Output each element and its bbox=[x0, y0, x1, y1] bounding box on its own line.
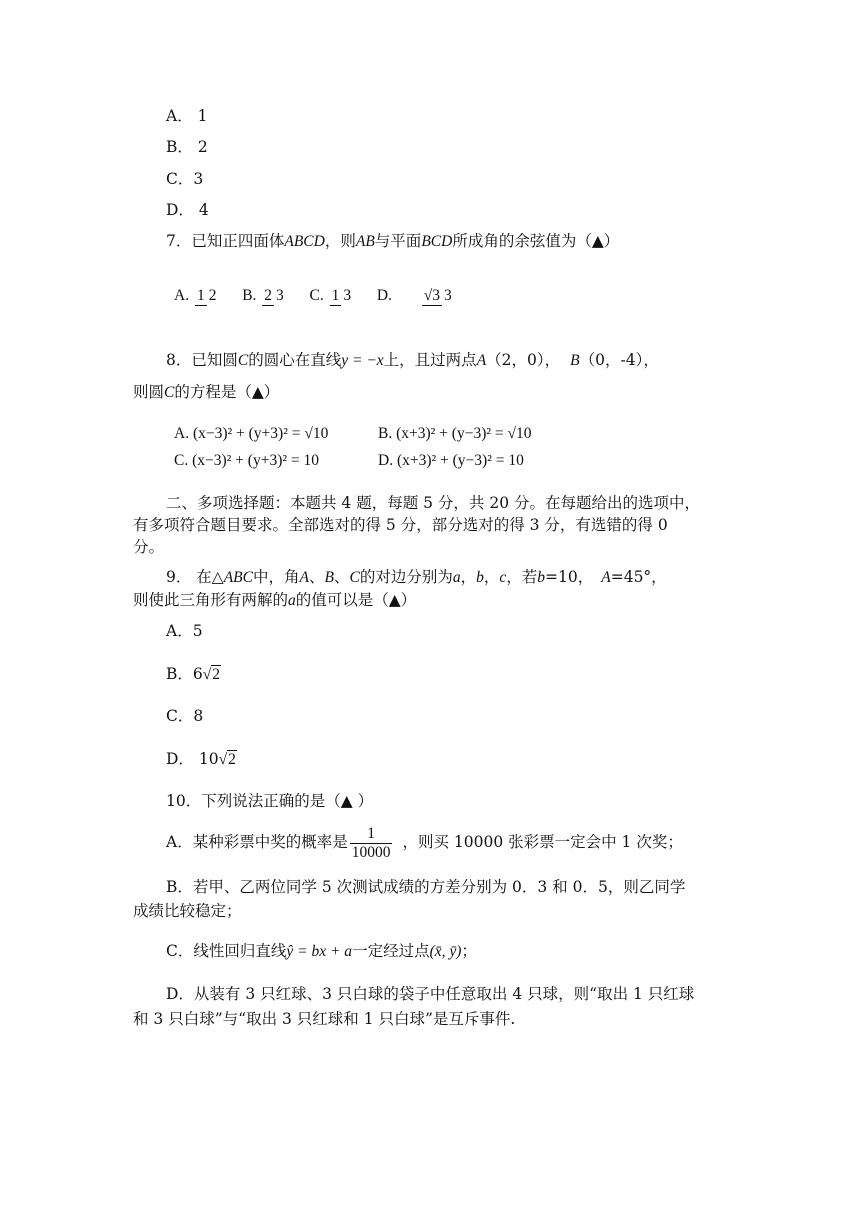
q9-stem-line1 bbox=[166, 567, 667, 588]
q9-option-c: C．8 bbox=[166, 707, 204, 725]
q9-text: =45°， bbox=[610, 568, 667, 586]
q8-line-equation: y = −x bbox=[341, 352, 384, 369]
q9-var: ABC bbox=[223, 569, 253, 586]
q8-option-c: C. (x−3)² + (y+3)² = 10 bbox=[174, 452, 319, 469]
q9-stem-line2 bbox=[133, 590, 416, 611]
q10-option-d-line1: D．从装有 3 只红球、3 只白球的袋子中任意取出 4 只球，则“取出 1 只红球 bbox=[166, 985, 695, 1003]
q6-option-d: D． 4 bbox=[166, 201, 209, 219]
q7-option-b-label: B. bbox=[242, 287, 257, 304]
section2-line1: 二、多项选择题：本题共 4 题，每题 5 分，共 20 分。在每题给出的选项中， bbox=[166, 494, 701, 512]
q9-text: 的对边分别为 bbox=[359, 568, 453, 586]
denominator: 10000 bbox=[351, 843, 391, 861]
q7-options bbox=[174, 274, 456, 318]
q8-stem-line1 bbox=[166, 350, 659, 371]
q7-stem bbox=[166, 231, 619, 252]
q10-option-c-text: ； bbox=[461, 942, 477, 960]
q6-option-a: A． 1 bbox=[166, 107, 208, 125]
q10-stem: 10．下列说法正确的是（▲ ） bbox=[166, 792, 374, 810]
q8-point-a-coord: （2，0）， bbox=[486, 351, 561, 369]
q10-regression-equation: ŷ = bx + a bbox=[286, 943, 353, 960]
denominator: 2 bbox=[208, 286, 217, 304]
denominator: 3 bbox=[343, 286, 352, 304]
q7-stem-text: ，则 bbox=[324, 232, 356, 250]
q7-stem-text: 所成角的余弦值为（▲） bbox=[452, 232, 620, 250]
denominator: 3 bbox=[276, 286, 284, 304]
sqrt-expr bbox=[219, 750, 237, 770]
q9-option-d-label: D． 10 bbox=[166, 750, 219, 768]
sqrt-sign: √ bbox=[202, 666, 212, 683]
q7-option-b-fraction bbox=[262, 287, 286, 306]
q10-option-a-fraction bbox=[350, 825, 393, 862]
section2-line3: 分。 bbox=[133, 538, 165, 556]
q10-mean-point: (x̄, ȳ) bbox=[429, 943, 462, 960]
q9-text: 则使此三角形有两解的 bbox=[133, 591, 289, 609]
q9-text: 、 bbox=[333, 568, 350, 586]
q9-var: b bbox=[476, 569, 484, 586]
q10-option-a bbox=[166, 822, 683, 862]
q8-text: 则圆 bbox=[133, 383, 165, 401]
q10-option-a-text: A．某种彩票中奖的概率是 bbox=[166, 833, 348, 851]
radicand: 2 bbox=[212, 666, 221, 683]
q10-option-a-text: ，则买 10000 张彩票一定会中 1 次奖； bbox=[402, 833, 683, 851]
q7-stem-text: 7．已知正四面体 bbox=[166, 232, 285, 250]
q8-var-c: C bbox=[164, 384, 175, 401]
q8-text: 8．已知圆 bbox=[166, 351, 238, 369]
q6-option-b: B． 2 bbox=[166, 138, 208, 156]
q9-option-d bbox=[166, 749, 237, 770]
q9-var: a bbox=[288, 592, 296, 609]
q9-var: a bbox=[452, 569, 461, 586]
q9-text: ， bbox=[460, 568, 477, 586]
q9-text: =10， bbox=[545, 568, 594, 586]
q9-text: 中，角 bbox=[253, 568, 300, 586]
q10-option-c-text: 一定经过点 bbox=[352, 942, 430, 960]
q9-text: 9． 在△ bbox=[166, 568, 224, 586]
q9-text: ， bbox=[483, 568, 500, 586]
q7-var-ab: AB bbox=[355, 233, 375, 250]
numerator: 1 bbox=[331, 286, 340, 304]
q8-option-a: A. (x−3)² + (y+3)² = √10 bbox=[174, 425, 329, 442]
q9-text: 、 bbox=[308, 568, 325, 586]
q7-option-c-label: C. bbox=[309, 287, 324, 304]
q10-option-b-line1: B．若甲、乙两位同学 5 次测试成绩的方差分别为 0．3 和 0．5，则乙同学 bbox=[166, 878, 686, 896]
q9-option-b bbox=[166, 664, 221, 685]
radicand: 2 bbox=[228, 751, 236, 768]
q9-var: B bbox=[324, 569, 334, 586]
q7-stem-text: 与平面 bbox=[374, 232, 422, 250]
q8-text: 的方程是（▲） bbox=[174, 383, 280, 401]
q8-stem-line2 bbox=[133, 382, 279, 403]
q9-var: A bbox=[601, 569, 611, 586]
q8-text: 上，且过两点 bbox=[383, 351, 477, 369]
q10-option-b-line2: 成绩比较稳定； bbox=[133, 902, 242, 920]
section2-line2: 有多项符合题目要求。全部选对的得 5 分，部分选对的得 3 分，有选错的得 0 bbox=[133, 516, 668, 534]
sqrt-expr bbox=[203, 665, 221, 685]
q9-text: 的值可以是（▲） bbox=[295, 591, 417, 609]
q10-option-c bbox=[166, 941, 477, 962]
q7-option-d-label: D. bbox=[376, 287, 392, 304]
q7-var-bcd: BCD bbox=[421, 233, 453, 250]
q9-option-b-label: B．6 bbox=[166, 665, 203, 683]
q7-option-d-fraction bbox=[422, 287, 454, 306]
numerator: 2 bbox=[264, 286, 273, 304]
q10-option-d-line2: 和 3 只白球”与“取出 3 只红球和 1 只白球”是互斥事件. bbox=[133, 1010, 516, 1028]
q9-var: A bbox=[299, 569, 309, 586]
q8-point-a: A bbox=[476, 352, 487, 369]
q8-var-c: C bbox=[237, 352, 249, 369]
q8-text: 的圆心在直线 bbox=[248, 351, 342, 369]
q8-option-b: B. (x+3)² + (y−3)² = √10 bbox=[378, 425, 532, 442]
q7-option-a-fraction bbox=[195, 287, 219, 306]
sqrt-sign: √ bbox=[423, 286, 433, 304]
q7-var-abcd: ABCD bbox=[284, 233, 325, 250]
q7-option-c-fraction bbox=[330, 287, 354, 306]
denominator: 3 bbox=[443, 286, 452, 304]
q8-option-d: D. (x+3)² + (y−3)² = 10 bbox=[378, 452, 524, 469]
q9-var: b bbox=[537, 569, 546, 586]
sqrt-sign: √ bbox=[218, 751, 228, 768]
q7-option-a-label: A. bbox=[174, 287, 190, 304]
q9-var: c bbox=[499, 569, 507, 586]
q8-point-b: B bbox=[570, 352, 580, 369]
radicand: 3 bbox=[432, 286, 440, 304]
q8-point-b-coord: （0，-4）， bbox=[579, 351, 659, 369]
numerator bbox=[422, 287, 442, 306]
q6-option-c: C．3 bbox=[166, 170, 204, 188]
numerator: 1 bbox=[196, 286, 205, 304]
numerator: 1 bbox=[350, 825, 393, 844]
q10-option-c-text: C．线性回归直线 bbox=[166, 942, 287, 960]
q9-option-a: A．5 bbox=[166, 622, 203, 640]
q9-text: ，若 bbox=[506, 568, 538, 586]
q9-var: C bbox=[349, 569, 360, 586]
